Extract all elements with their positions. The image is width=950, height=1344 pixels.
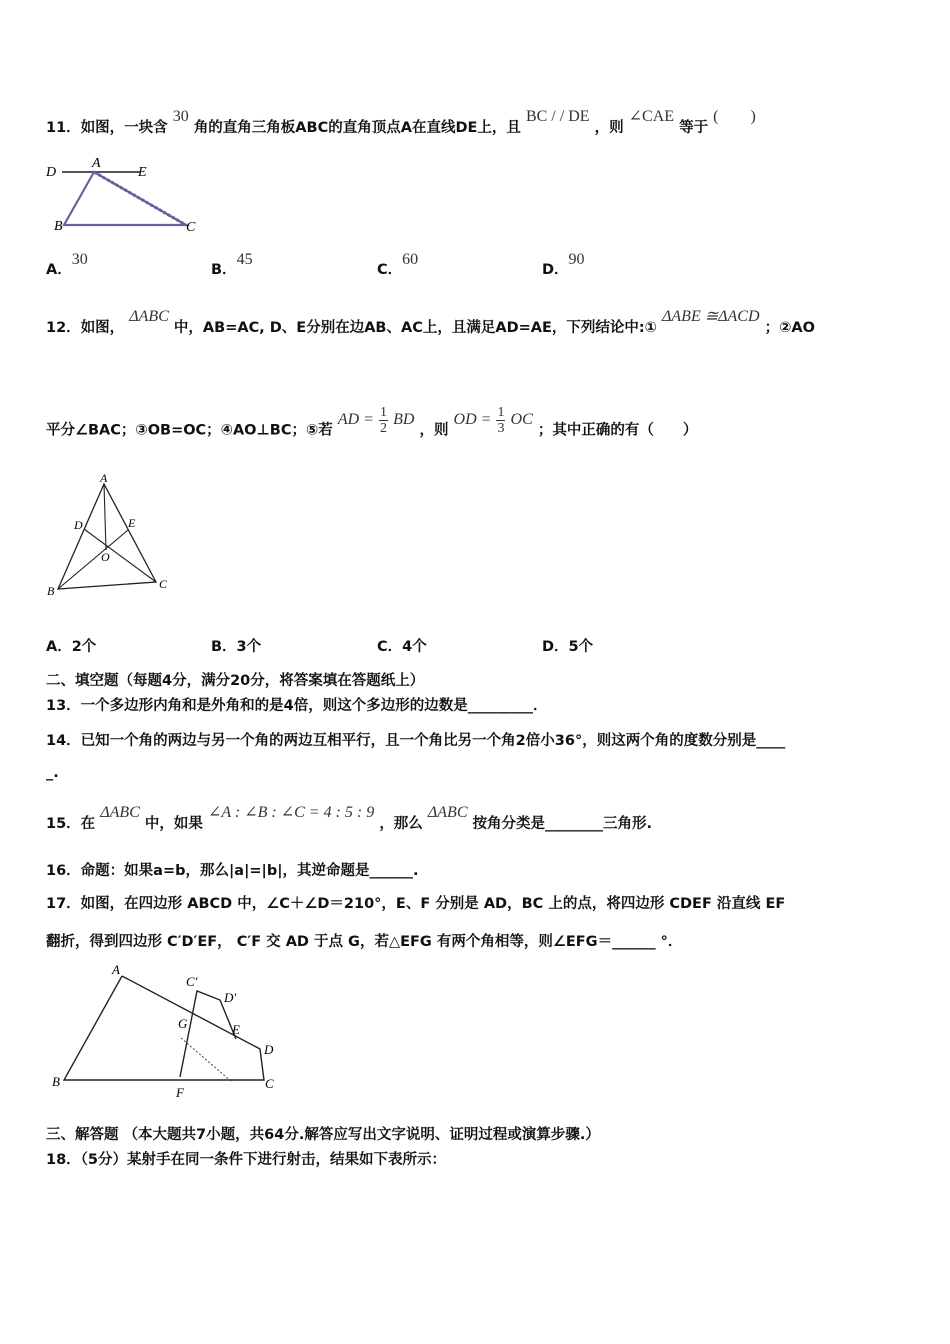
section-3-heading: 三、解答题 （本大题共7小题，共64分.解答应写出文字说明、证明过程或演算步骤.） [46,1127,600,1143]
q11-choice-d[interactable]: D．90 [542,251,585,278]
q12-choice-d[interactable]: D．5个 [542,639,594,655]
section-2-heading: 二、填空题（每题4分，满分20分，将答案填在答题纸上） [46,673,425,689]
q12-text-line2: 平分∠BAC；③OB=OC；④AO⊥BC；⑤若 AD = $\frac{1}{2}$ BD ，则 OD = $\frac{1}{3}$ OC ；其中正确的有（ ） [46,405,698,439]
q17-label-g: G [178,1016,188,1031]
q14-text-line1: 14．已知一个角的两边与另一个角的两边互相平行，且一个角比另一个角2倍小36°，则这两个角的度数分别是____ [46,733,786,749]
q17-text-line1: 17．如图，在四边形 ABCD 中，∠C＋∠D＝210°，E、F 分别是 AD，BC 上的点，将四边形 CDEF 沿直线 EF [46,896,786,912]
q12-label-a: A [100,472,108,485]
q12-figure [42,472,182,602]
q17-label-f: F [176,1085,184,1100]
q17-label-c: C [265,1076,274,1091]
q11-label-c: C [186,220,196,235]
q11-math-angle-cae: ∠CAE [628,108,675,125]
q17-label-b: B [52,1074,60,1089]
q17-label-a: A [112,962,120,977]
q14-text-line2: _. [46,765,59,781]
q11-choice-b[interactable]: B．45 [211,251,253,278]
q12-label-d: D [74,518,83,532]
q17-text-line2: 翻折，得到四边形 C′D′EF， C′F 交 AD 于点 G，若△EFG 有两个角相等，则∠EFG＝______ °． [46,934,683,950]
q18-text: 18．（5分）某射手在同一条件下进行射击，结果如下表所示： [46,1152,447,1168]
q12-label-c: C [159,577,168,591]
q12-choice-c[interactable]: C．4个 [377,639,427,655]
q17-label-d-prime: D′ [224,990,237,1005]
q11-label-a: A [92,156,101,171]
q12-label-o: O [101,550,110,564]
q17-label-d: D [264,1042,274,1057]
q12-choice-a[interactable]: A．2个 [46,639,97,655]
q16-text: 16．命题：如果a=b，那么|a|=|b|，其逆命题是______. [46,863,419,879]
q13-text: 13．一个多边形内角和是外角和的是4倍，则这个多边形的边数是_________． [46,698,548,714]
q11-text: 11．如图，一块含 30 角的直角三角板ABC的直角顶点A在直线DE上，且 BC / / DE ，则 ∠CAE 等于 ( ) [46,108,756,136]
q12-math-congruent: ΔABE ≅ΔACD [662,308,760,325]
q12-label-b: B [47,584,55,598]
q17-label-e: E [232,1022,240,1037]
q11-math-30: 30 [172,108,189,125]
q11-choice-c[interactable]: C．60 [377,251,419,278]
q17-label-c-prime: C′ [186,974,198,989]
q12-text-line1: 12．如图， ΔABC 中，AB=AC, D、E分别在边AB、AC上，且满足AD=AE，下列结论中:① ΔABE ≅ΔACD ；②AO [46,308,815,336]
q12-fraction-third: $\frac{1}{3}$ [497,405,505,436]
q12-math-triangle: ΔABC [129,308,169,325]
q12-choice-b[interactable]: B．3个 [211,639,262,655]
q15-math-ratio: ∠A : ∠B : ∠C = 4 : 5 : 9 [207,804,375,821]
q11-paren: ( ) [713,108,756,125]
q11-label-d: D [46,165,57,180]
q15-text: 15．在 ΔABC 中，如果 ∠A : ∠B : ∠C = 4 : 5 : 9 ，那么 ΔABC 按角分类是________三角形. [46,804,653,832]
q11-choice-a[interactable]: A．30 [46,251,88,278]
q11-label-b: B [54,219,63,234]
q11-label-e: E [138,165,147,180]
q11-math-bc-parallel: BC / / DE [525,108,590,125]
q12-fraction-half: $\frac{1}{2}$ [380,405,387,436]
q12-label-e: E [128,516,136,530]
q11-figure [44,155,204,235]
q17-figure [44,960,284,1100]
